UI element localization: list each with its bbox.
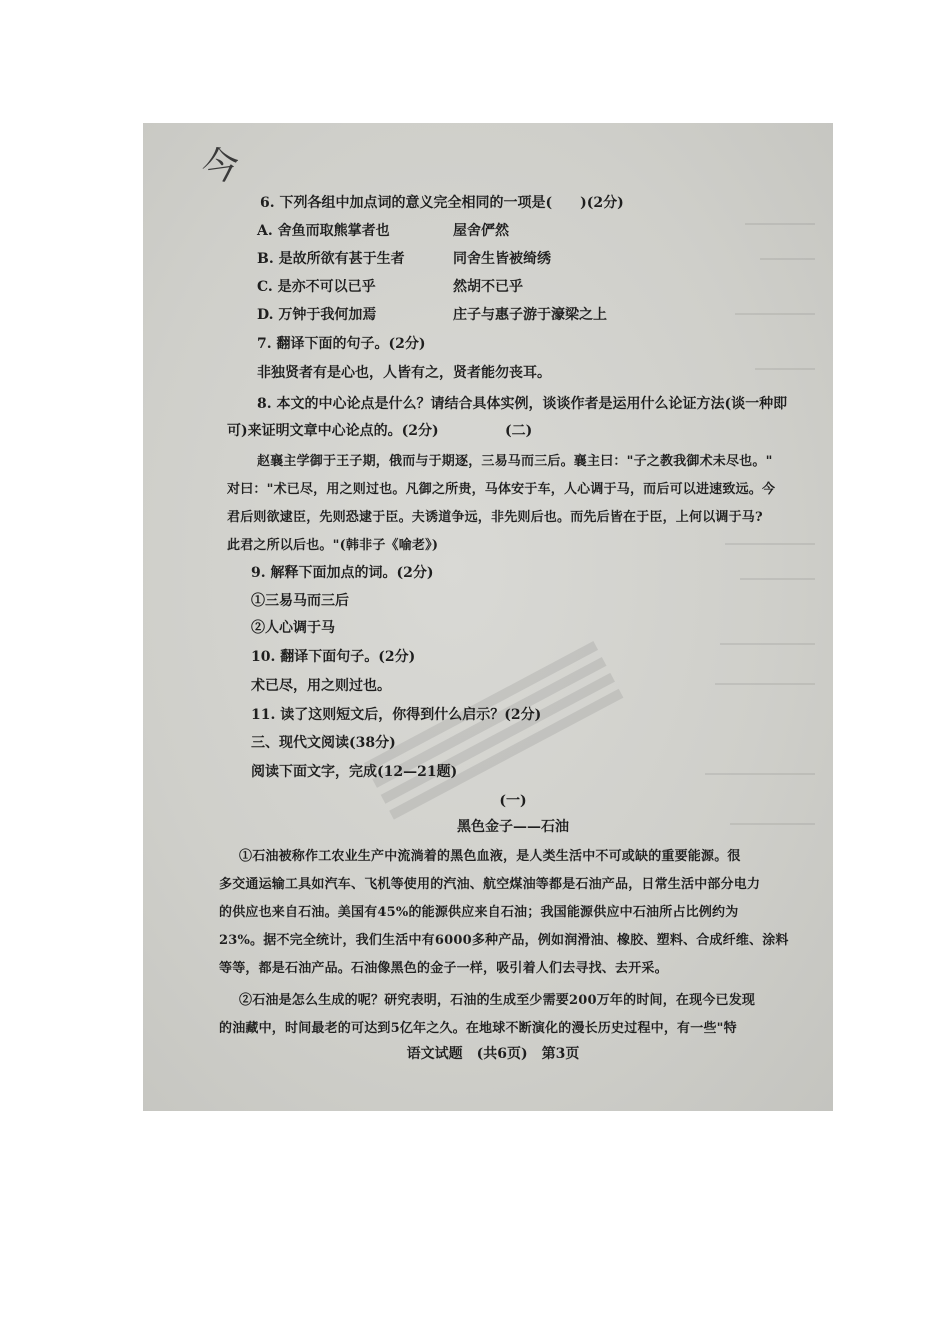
q6-option-a-right: 屋舍俨然: [453, 223, 509, 239]
q6-option-d-left: D. 万钟于我何加焉: [257, 307, 377, 323]
passage2-line3: 君后则欲逮臣，先则恐逮于臣。夫诱道争远，非先则后也。而先后皆在于臣，上何以调于马?: [227, 510, 763, 525]
q7-sentence: 非独贤者有是心也，人皆有之，贤者能勿丧耳。: [257, 365, 551, 381]
passage2-line1: 赵襄主学御于王子期，俄而与于期逐，三易马而三后。襄主曰："子之教我御术未尽也。": [257, 454, 773, 469]
article-title: 黑色金子——石油: [457, 819, 569, 835]
article-line6: ②石油是怎么生成的呢？研究表明，石油的生成至少需要200万年的时间，在现今已发现: [239, 993, 756, 1008]
q6-option-c-right: 然胡不已乎: [453, 279, 523, 295]
q7-stem: 7. 翻译下面的句子。(2分): [257, 336, 426, 352]
article-line7: 的油藏中，时间最老的可达到5亿年之久。在地球不断演化的漫长历史过程中，有一些"特: [219, 1021, 737, 1036]
scanned-exam-page: [143, 123, 833, 1111]
q9-item2: ②人心调于马: [251, 620, 335, 636]
section3-title: 三、现代文阅读(38分): [251, 735, 396, 751]
part1-label: (一): [499, 793, 527, 809]
q6-stem: 6. 下列各组中加点词的意义完全相同的一项是( )(2分): [260, 195, 624, 211]
q6-option-c-left: C. 是亦不可以已乎: [257, 279, 376, 295]
passage2-line4: 此君之所以后也。"(韩非子《喻老》): [227, 538, 439, 553]
q9-item1: ①三易马而三后: [251, 593, 349, 609]
q9-stem: 9. 解释下面加点的词。(2分): [251, 565, 434, 581]
handwritten-mark: 今: [198, 141, 243, 191]
q10-sentence: 术已尽，用之则过也。: [251, 678, 391, 694]
article-line3: 的供应也来自石油。美国有45%的能源供应来自石油；我国能源供应中石油所占比例约为: [219, 905, 739, 920]
section3-instruction: 阅读下面文字，完成(12—21题): [251, 764, 458, 780]
q10-stem: 10. 翻译下面句子。(2分): [251, 649, 416, 665]
article-line4: 23%。据不完全统计，我们生活中有6000多种产品，例如润滑油、橡胶、塑料、合成纤维、涂料: [219, 933, 789, 948]
q6-option-a-left: A. 舍鱼而取熊掌者也: [257, 223, 390, 239]
article-line2: 多交通运输工具如汽车、飞机等使用的汽油、航空煤油等都是石油产品，日常生活中部分电力: [219, 877, 761, 892]
article-line5: 等等，都是石油产品。石油像黑色的金子一样，吸引着人们去寻找、去开采。: [219, 961, 668, 976]
page-footer: 语文试题 (共6页) 第3页: [406, 1046, 580, 1062]
q6-option-d-right: 庄子与惠子游于濠梁之上: [453, 307, 607, 323]
q6-option-b-left: B. 是故所欲有甚于生者: [257, 251, 405, 267]
q11-stem: 11. 读了这则短文后，你得到什么启示？(2分): [251, 707, 542, 723]
article-line1: ①石油被称作工农业生产中流淌着的黑色血液，是人类生活中不可或缺的重要能源。很: [239, 849, 741, 864]
section2-label: (二): [505, 423, 533, 439]
q8-line1: 8. 本文的中心论点是什么？请结合具体实例，谈谈作者是运用什么论证方法(谈一种即: [257, 396, 788, 412]
q8-line2: 可)来证明文章中心论点的。(2分): [227, 423, 439, 439]
q6-option-b-right: 同舍生皆被绮绣: [453, 251, 551, 267]
passage2-line2: 对曰："术已尽，用之则过也。凡御之所贵，马体安于车，人心调于马，而后可以进速致远。今: [227, 482, 776, 497]
